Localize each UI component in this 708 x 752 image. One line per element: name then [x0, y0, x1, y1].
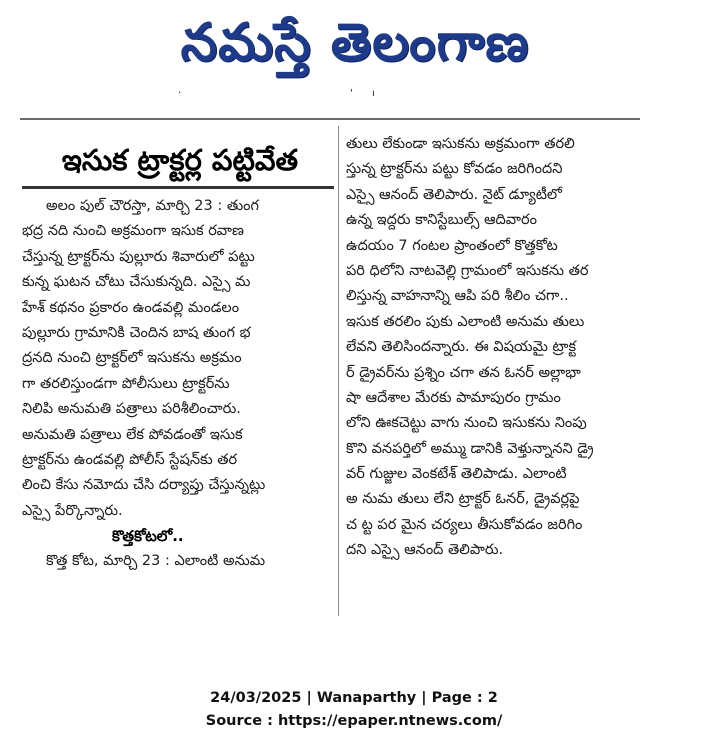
- column-divider: [338, 126, 339, 616]
- text-line: నిలిపి అనుమతి పత్రాలు పరిశీలించారు.: [22, 401, 241, 418]
- article-headline: ఇసుక ట్రాక్టర్ల పట్టివేత: [61, 143, 299, 177]
- text-line: లోని ఊకచెట్టు వాగు నుంచి ఇసుకను నింపు: [346, 415, 587, 432]
- text-line: పుల్లూరు గ్రామానికి చెందిన బాష తుంగ భ: [22, 324, 251, 341]
- text-line: చ ట్ట పర మైన చర్యలు తీసుకోవడం జరిగిం: [346, 516, 583, 533]
- footer-date-edition: 24/03/2025 | Wanaparthy | Page : 2: [210, 690, 498, 706]
- text-line: దని ఎస్సై ఆనంద్ తెలిపారు.: [346, 542, 504, 559]
- article-subhead: కొత్తకోటలో..: [112, 527, 184, 546]
- text-line: తులు లేకుండా ఇసుకను అక్రమంగా తరలి: [346, 136, 575, 152]
- footer-source: Source : https://epaper.ntnews.com/: [205, 713, 503, 729]
- text-line: ట్రాక్టర్‌ను ఉండవల్లి పోలీస్ స్టేషన్‌కు తర: [22, 451, 238, 468]
- headline-underline: [22, 186, 334, 189]
- text-line: అనుమతి పత్రాలు లేక పోవడంతో ఇసుక: [22, 426, 243, 443]
- text-line: కున్న ఘటన చోటు చేసుకున్నది. ఎస్సై మ: [22, 274, 251, 291]
- text-line: షా ఆదేశాల మేరకు పామాపురం గ్రామం: [346, 389, 561, 406]
- article-column-left: [22, 194, 334, 575]
- text-line: అలం పుల్ చౌరస్తా, మార్చి 23 : తుంగ: [46, 198, 259, 214]
- header-print-mark: ': [350, 88, 353, 99]
- text-line: స్తున్న ట్రాక్టర్‌ను పట్టు కోవడం జరిగిందని: [346, 161, 563, 178]
- text-line: ద్రనది నుంచి ట్రాక్టర్‌లో ఇసుకను అక్రమం: [22, 350, 242, 367]
- text-line: హేశ్ కథనం ప్రకారం ఉండవల్లి మండలం: [22, 299, 240, 316]
- text-line: లించి కేసు నమోదు చేసి దర్యాప్తు చేస్తున్నట్లు: [22, 477, 266, 494]
- text-line: ఎస్సై ఆనంద్ తెలిపారు. నైట్ డ్యూటీలో: [346, 186, 562, 203]
- text-line: లిస్తున్న వాహనాన్ని ఆపి పరి శీలిం చగా..: [346, 288, 569, 305]
- newspaper-masthead: నమస్తే తెలంగాణ: [180, 12, 530, 73]
- text-line: ఉదయం 7 గంటల ప్రాంతంలో కొత్తకోట: [346, 237, 558, 254]
- text-line: భద్ర నది నుంచి అక్రమంగా ఇసుక రవాణ: [22, 223, 244, 240]
- article-column-right: [346, 132, 646, 564]
- text-line: కొని వనపర్తిలో అమ్ము డానికి వెళ్తున్నానని డ్రై: [346, 440, 594, 457]
- text-line: కొత్త కోట, మార్చి 23 : ఎలాంటి అనుమ: [46, 553, 266, 570]
- text-line: వర్ గుజ్జుల వెంకటేశ్ తెలిపాడు. ఎలాంటి: [346, 466, 567, 483]
- header-print-mark: ı: [372, 88, 375, 99]
- text-line: పరి ధిలోని నాటవెల్లి గ్రామంలో ఇసుకను తర: [346, 262, 589, 279]
- text-line: గా తరలిస్తుండగా పోలీసులు ట్రాక్టర్‌ను: [22, 375, 230, 392]
- header-rule: [20, 118, 640, 120]
- text-line: ఎస్సై పేర్కొన్నారు.: [22, 502, 123, 519]
- text-line: ఇసుక తరలిం పుకు ఎలాంటి అనుమ తులు: [346, 313, 585, 330]
- header-print-mark: ·: [178, 88, 182, 99]
- text-line: చేస్తున్న ట్రాక్టర్‌ను పుల్లూరు శివారులో పట్టు: [22, 248, 255, 265]
- text-line: ర్ డ్రైవర్‌ను ప్రశ్నిం చగా తన ఓనర్ అల్లాభా: [346, 364, 581, 381]
- text-line: ఉన్న ఇద్దరు కానిస్టేబుల్స్ ఆదివారం: [346, 212, 537, 229]
- text-line: లేవని తెలిసిందన్నారు. ఈ విషయమై ట్రాక్ట: [346, 339, 577, 356]
- text-line: అ నుమ తులు లేని ట్రాక్టర్ ఓనర్, డ్రైవర్లపై: [346, 491, 580, 508]
